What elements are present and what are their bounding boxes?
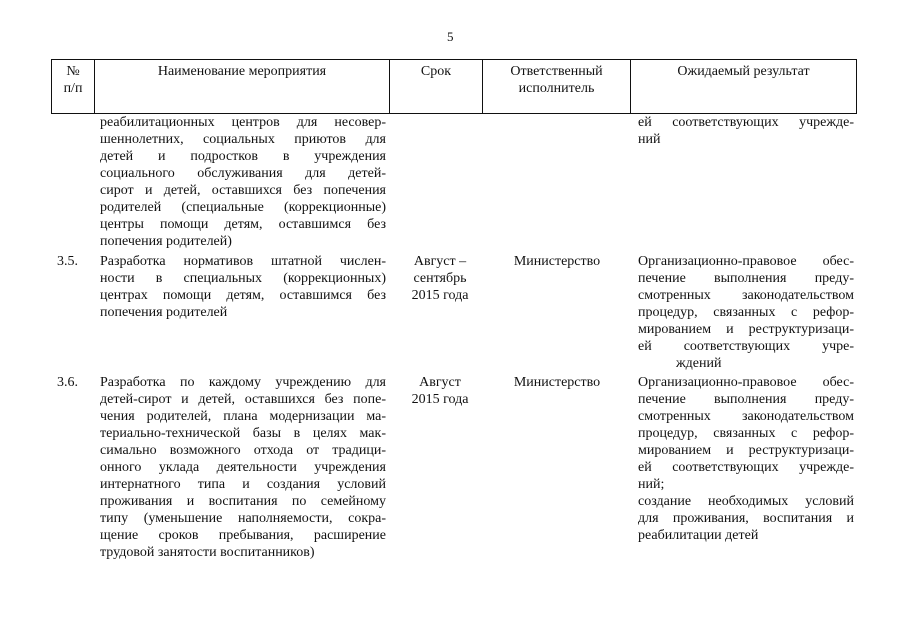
row-name-line: ности в специальных (коррекционных) [100,271,386,286]
row-term-line: Август – [413,254,467,269]
row-result-line: мированием и реструктуризаци- [638,322,854,337]
row-name-line: детей-сирот и детей, оставшихся без попе- [100,392,386,407]
row-result-line: ей соответствующих учрежде- [638,460,854,475]
row-name-line: типу (уменьшение наполняемости, сокра- [100,511,386,526]
cont-name-line: центры помощи детям, оставшимся без [100,217,386,232]
row-name-line: Разработка нормативов штатной числен- [100,254,386,269]
row-result-line: ждений [676,356,722,371]
cont-result-line: ей соответствующих учрежде- [638,115,854,130]
row-result-line: печение выполнения преду- [638,392,854,407]
row-result-line: ей соответствующих учре- [638,339,854,354]
row-responsible: Министерство [513,375,601,390]
cont-name-line: детей и подростков в учреждения [100,149,386,164]
row-name-line: попечения родителей [100,305,228,320]
row-name-line: проживания и воспитания по семейному [100,494,386,509]
row-name-line: териально-технической базы в целях мак- [100,426,386,441]
header-col-result: Ожидаемый результат [631,60,857,114]
row-result-line: Организационно-правовое обес- [638,375,854,390]
row-name-line: трудовой занятости воспитанников) [100,545,315,560]
row-result-line: для проживания, воспитания и [638,511,854,526]
row-name-line: интернатного типа и создания условий [100,477,386,492]
row-name-line: Разработка по каждому учреждению для [100,375,386,390]
row-number: 3.5. [57,254,78,269]
row-result-line: реабилитации детей [638,528,759,543]
row-result-line: мированием и реструктуризаци- [638,443,854,458]
row-result-line: ний; [638,477,665,492]
header-col-responsible: Ответственный исполнитель [483,60,631,114]
row-result-line: создание необходимых условий [638,494,854,509]
cont-name-line: шеннолетних, социальных приютов для [100,132,386,147]
row-result-line: смотренных законодательством [638,409,854,424]
row-name-line: онного уклада деятельности учреждения [100,460,386,475]
cont-name-line: социального обслуживания для детей- [100,166,386,181]
row-name-line: центрах помощи детям, оставшимся без [100,288,386,303]
row-result-line: печение выполнения преду- [638,271,854,286]
row-name-line: симально возможного отхода от традици- [100,443,386,458]
row-responsible: Министерство [513,254,601,269]
row-term-line: Август [419,375,461,390]
cont-result-line: ний [638,132,661,147]
page-number: 5 [447,29,454,44]
row-term-line: 2015 года [411,392,469,407]
row-term-line: 2015 года [411,288,469,303]
header-col-number: № п/п [52,60,95,114]
row-number: 3.6. [57,375,78,390]
header-col-term: Срок [390,60,483,114]
row-name-line: чения родителей, плана модернизации ма- [100,409,386,424]
cont-name-line: попечения родителей) [100,234,232,249]
cont-name-line: реабилитационных центров для несовер- [100,115,386,130]
cont-name-line: родителей (специальные (коррекционные) [100,200,386,215]
row-name-line: щение сроков пребывания, расширение [100,528,386,543]
header-col-name: Наименование мероприятия [95,60,390,114]
table-header [51,59,857,114]
row-result-line: процедур, связанных с рефор- [638,426,854,441]
row-result-line: Организационно-правовое обес- [638,254,854,269]
row-result-line: процедур, связанных с рефор- [638,305,854,320]
row-term-line: сентябрь [413,271,467,286]
cont-name-line: сирот и детей, оставшихся без попечения [100,183,386,198]
row-result-line: смотренных законодательством [638,288,854,303]
